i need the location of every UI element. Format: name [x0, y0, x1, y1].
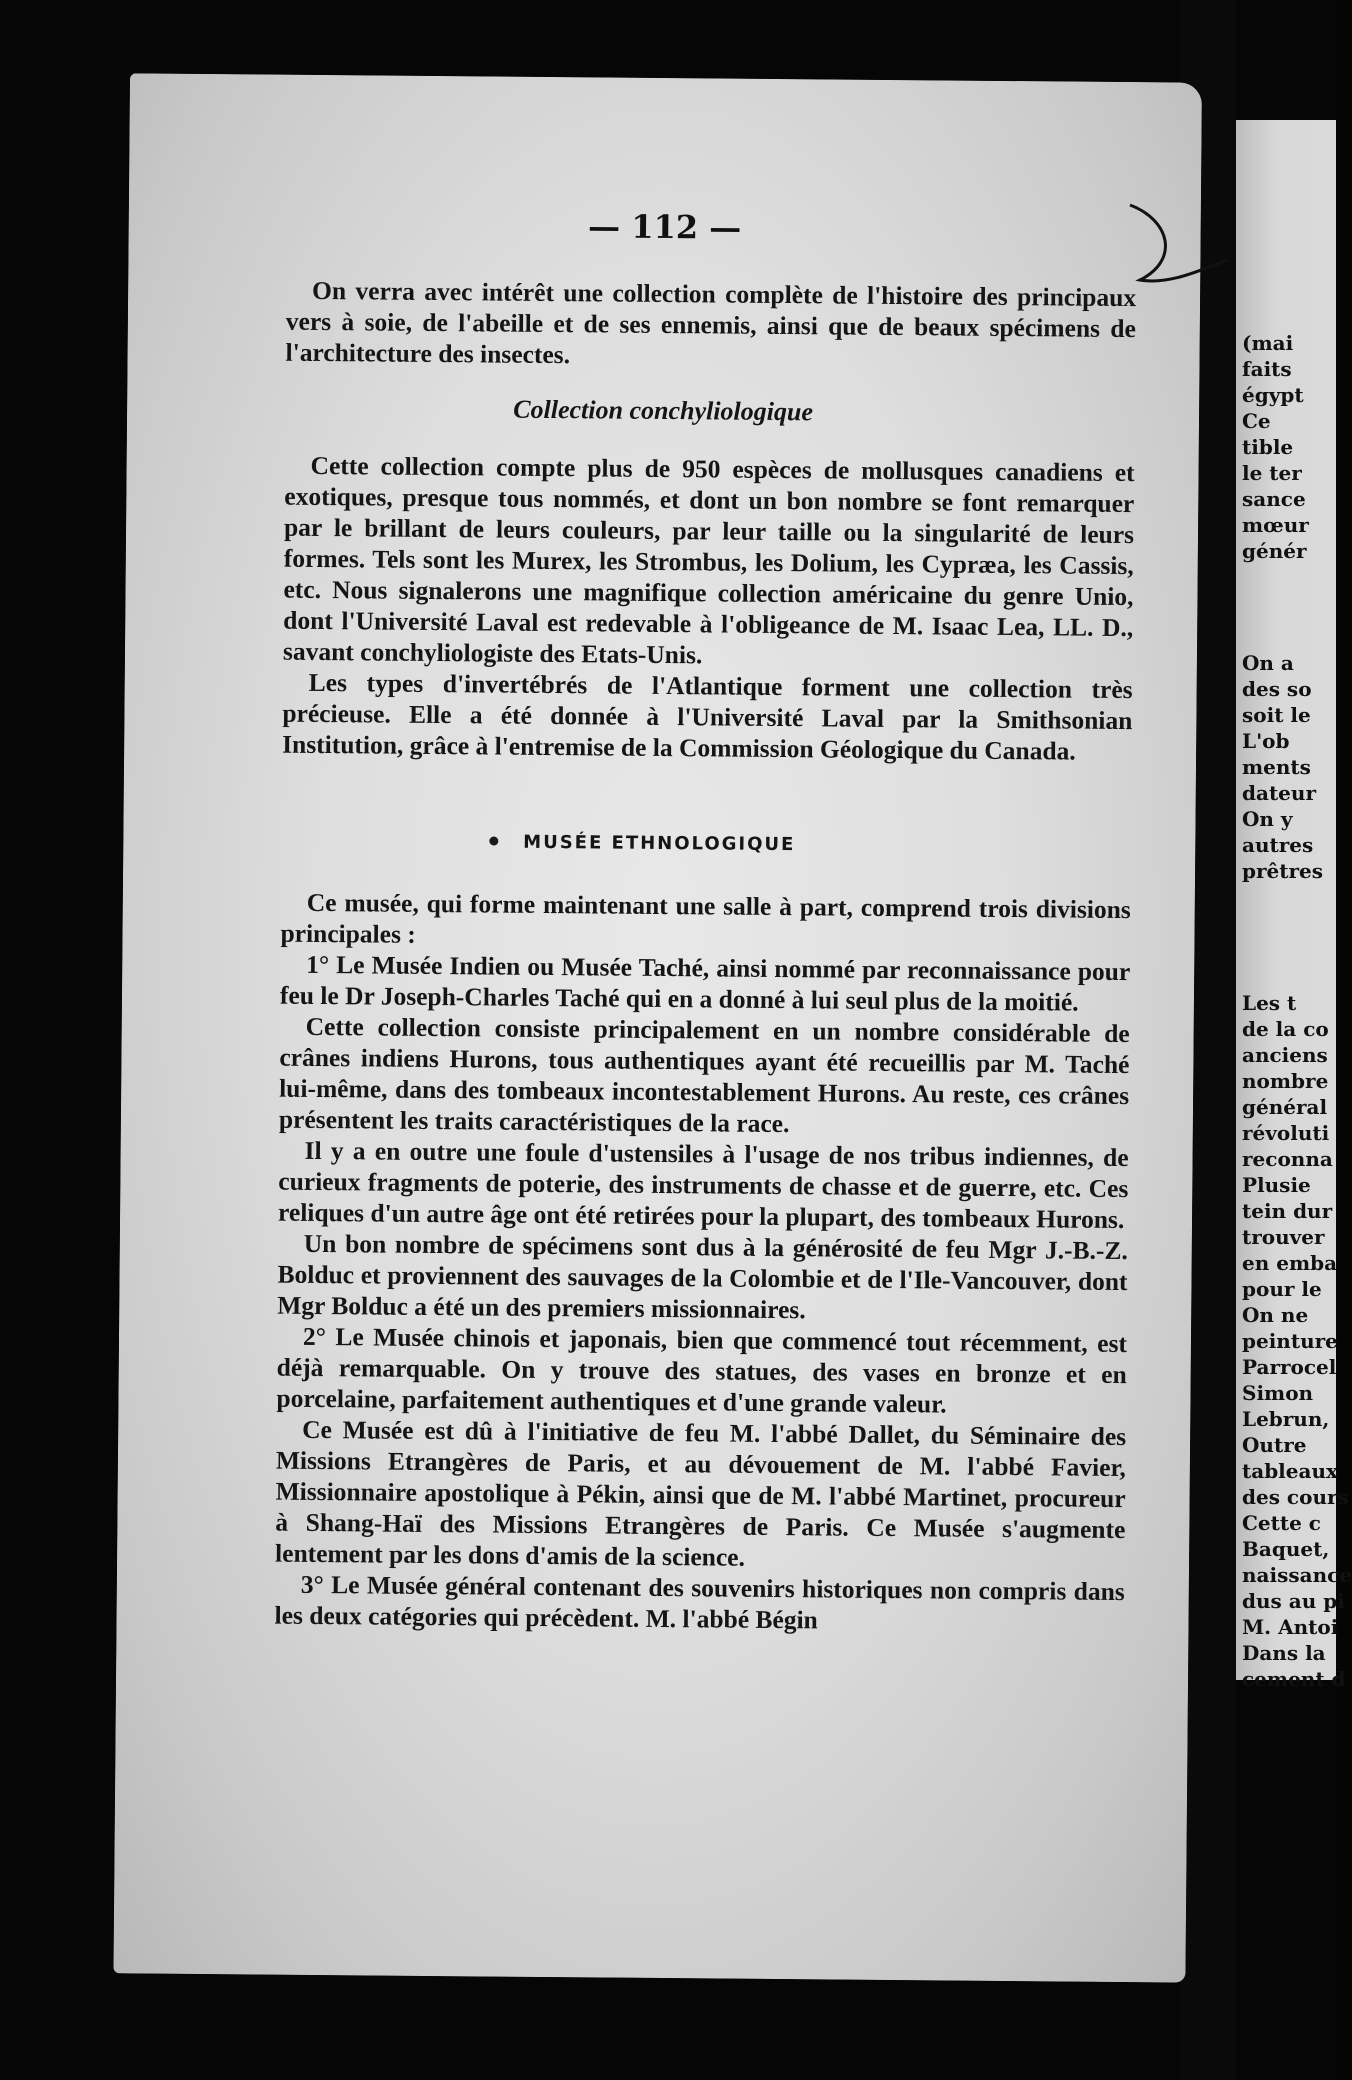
right-fragment: Parrocel — [1242, 1355, 1337, 1379]
right-fragment: reconna — [1242, 1147, 1333, 1171]
right-fragment: Dans la — [1242, 1641, 1326, 1665]
right-fragment: soit le — [1242, 703, 1311, 727]
right-fragment: égypt — [1242, 383, 1304, 407]
right-fragment: faits — [1242, 357, 1292, 381]
intro-paragraph: On verra avec intérêt une collection complète de l'histoire des principaux vers à soie, de l'abeille et de ses ennemis, ainsi que de beaux spécimens de l'architecture des insectes. — [285, 275, 1137, 370]
right-fragment: sance — [1242, 487, 1306, 511]
right-fragment: Outre — [1242, 1433, 1307, 1457]
right-fragment: On a — [1242, 651, 1294, 675]
right-fragment: mœur — [1242, 513, 1309, 537]
right-fragment: On ne — [1242, 1303, 1309, 1327]
right-fragment: Simon — [1242, 1381, 1314, 1405]
right-fragment: anciens — [1242, 1043, 1328, 1067]
right-fragment: nombre — [1242, 1069, 1329, 1093]
right-fragment: en emba — [1242, 1251, 1338, 1275]
right-fragment: (mai — [1242, 331, 1294, 355]
right-fragment: le ter — [1242, 461, 1302, 485]
section-title-conchyliologique: Collection conchyliologique — [513, 394, 814, 427]
right-fragment: des cours — [1242, 1485, 1349, 1509]
right-fragment: prêtres — [1242, 859, 1324, 883]
right-fragment: général — [1242, 1095, 1328, 1119]
intro-block — [285, 275, 1136, 375]
right-fragment: des so — [1242, 677, 1312, 701]
section-title-ethnologique: MUSÉE ETHNOLOGIQUE — [523, 831, 796, 856]
right-fragment: Lebrun, — [1242, 1407, 1330, 1431]
paragraph: Ce Musée est dû à l'initiative de feu M. l'abbé Dallet, du Séminaire des Missions Etrangères de Paris, et au dévouement de M. l'abbé Favier, Missionnaire apostolique à Pékin, ainsi que de M. l'abbé Martinet, procureur à Shang-Haï des Missions Etrangères de Paris. Ce Musée s'augmente lentement par les dons d'amis de la science. — [274, 1414, 1127, 1572]
paragraph: 1° Le Musée Indien ou Musée Taché, ainsi nommé par reconnaissance pour feu le Dr Joseph-Charles Taché qui en a donné à lui seul plus de la moitié. — [279, 949, 1131, 1017]
paragraph: Il y a en outre une foule d'ustensiles à l'usage de nos tribus indiennes, de curieux fragments de poterie, des instruments de chasse et de guerre, etc. Ces reliques d'un autre âge ont été retirées pour la plupart, des tombeaux Hurons. — [277, 1135, 1129, 1235]
paragraph: 2° Le Musée chinois et japonais, bien que commencé tout récemment, est déjà remarquable. On y trouve des statues, des vases en bronze et en porcelaine, parfaitement authentiques et d'une grande valeur. — [276, 1321, 1128, 1419]
right-fragment: autres — [1242, 833, 1314, 857]
paragraph: Ce musée, qui forme maintenant une salle à part, comprend trois divisions principales : — [280, 887, 1131, 949]
page-number: — 112 — — [587, 207, 742, 247]
right-fragment: pour le — [1242, 1277, 1322, 1301]
right-fragment: tible — [1242, 435, 1294, 459]
right-fragment: de la co — [1242, 1017, 1329, 1041]
right-fragment: cement d — [1242, 1667, 1346, 1691]
right-fragment: Plusie — [1242, 1173, 1311, 1197]
paragraph: Cette collection compte plus de 950 espèces de mollusques canadiens et exotiques, presque tous nommés, et dont un bon nombre se font remarquer par le brillant de leurs couleurs, par leur taille ou la singularité de leurs formes. Tels sont les Murex, les Strombus, les Dolium, les Cypræa, les Cassis, etc. Nous signalerons une magnifique collection américaine du genre Unio, dont l'Université Laval est redevable à l'obligeance de M. Isaac Lea, LL. D., savant conchyliologiste des Etats-Unis. — [282, 450, 1135, 670]
right-fragment: tein dur — [1242, 1199, 1333, 1223]
right-fragment: M. Antoi — [1242, 1615, 1339, 1639]
book-page — [113, 73, 1202, 1982]
paragraph: Les types d'invertébrés de l'Atlantique forment une collection très précieuse. Elle a été donnée à l'Université Laval par la Smithsonian Institution, grâce à l'entremise de la Commission Géologique du Canada. — [282, 667, 1133, 766]
right-fragment: Cette c — [1242, 1511, 1321, 1535]
right-fragment: Baquet, — [1242, 1537, 1330, 1561]
right-fragment: dateur — [1242, 781, 1316, 805]
right-fragment: Les t — [1242, 991, 1297, 1015]
right-fragment: tableaux — [1242, 1459, 1338, 1483]
right-fragment: naissance — [1242, 1563, 1352, 1587]
right-fragment: génér — [1242, 539, 1307, 563]
right-fragment: révoluti — [1242, 1121, 1330, 1145]
right-fragment: Ce — [1242, 409, 1271, 433]
section1-body — [282, 450, 1135, 767]
right-fragment: L'ob — [1242, 729, 1290, 753]
right-fragment: peinture — [1242, 1329, 1338, 1353]
paragraph: Cette collection consiste principalement en un nombre considérable de crânes indiens Hurons, tous authentiques ayant été recueillis par M. Taché lui-même, dans des tombeaux incontestablement Hurons. Au reste, ces crânes présentent les traits caractéristiques de la race. — [278, 1011, 1130, 1139]
paragraph: Un bon nombre de spécimens sont dus à la générosité de feu Mgr J.-B.-Z. Bolduc et proviennent des sauvages de la Colombie et de l'Ile-Vancouver, dont Mgr Bolduc a été un des premiers missionnaires. — [277, 1228, 1128, 1325]
right-fragment: ments — [1242, 755, 1311, 779]
right-fragment: On y — [1242, 807, 1293, 831]
right-fragment: dus au pi — [1242, 1589, 1345, 1613]
paper-curl-mark — [1110, 200, 1230, 320]
adjacent-page-fragment — [1236, 120, 1352, 1691]
section2-body — [274, 887, 1130, 1638]
paragraph: 3° Le Musée général contenant des souvenirs historiques non compris dans les deux catégories qui précèdent. M. l'abbé Bégin — [274, 1569, 1125, 1635]
right-fragment: trouver — [1242, 1225, 1325, 1249]
